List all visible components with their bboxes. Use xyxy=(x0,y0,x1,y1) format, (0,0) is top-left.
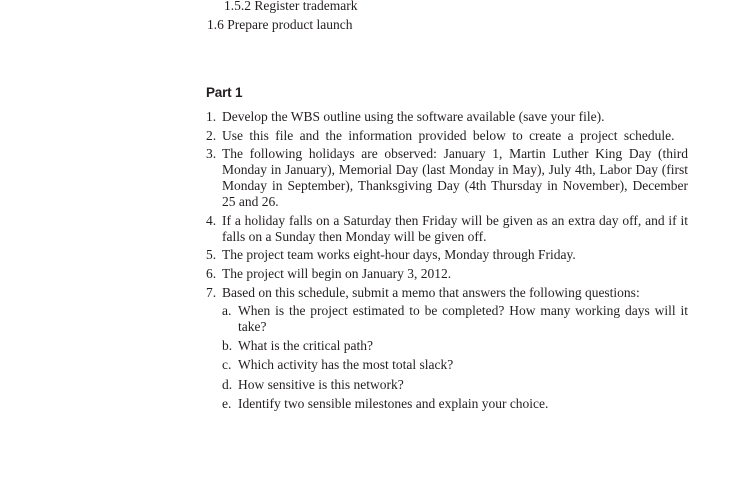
item-text: The project team works eight-hour days, Monday through Friday. xyxy=(222,247,576,263)
sublist-item xyxy=(222,338,688,354)
question-sublist xyxy=(222,303,688,413)
list-item xyxy=(206,109,688,125)
item-number: 3. xyxy=(206,146,217,162)
sub-item-letter: b. xyxy=(222,337,233,353)
item-text: Based on this schedule, submit a memo that answers the following questions: xyxy=(222,284,640,300)
sublist-item xyxy=(222,396,688,412)
item-text: The project will begin on January 3, 2012. xyxy=(222,265,452,281)
sub-item-letter: a. xyxy=(222,302,232,318)
item-text: Use this file and the information provided below to create a project schedule. xyxy=(222,127,675,143)
item-number: 4. xyxy=(206,212,217,228)
sublist-item xyxy=(222,357,688,373)
part-heading: Part 1 xyxy=(206,85,243,100)
outline-line-1-6: 1.6 Prepare product launch xyxy=(207,17,353,32)
sub-item-text: Identify two sensible milestones and explain your choice. xyxy=(238,396,549,412)
sublist-item xyxy=(222,377,688,393)
outline-line-1-5-2: 1.5.2 Register trademark xyxy=(224,0,358,13)
sub-item-letter: e. xyxy=(222,396,232,412)
sub-item-text: What is the critical path? xyxy=(238,337,373,353)
list-item xyxy=(206,128,688,144)
item-number: 6. xyxy=(206,265,217,281)
instruction-list xyxy=(206,109,688,416)
sub-item-letter: d. xyxy=(222,376,233,392)
list-item xyxy=(206,247,688,263)
sub-item-letter: c. xyxy=(222,357,232,373)
sub-item-text: Which activity has the most total slack? xyxy=(238,357,454,373)
sub-item-text: When is the project estimated to be completed? How many working days will it take? xyxy=(238,302,688,334)
list-item xyxy=(206,213,688,245)
list-item xyxy=(206,266,688,282)
item-text: Develop the WBS outline using the software available (save your file). xyxy=(222,109,605,124)
item-number: 5. xyxy=(206,247,217,263)
item-number: 1. xyxy=(206,109,217,124)
item-text: The following holidays are observed: January 1, Martin Luther King Day (third Monday in January), Memorial Day (last Monday in May), July 4th, Labor Day (first Monday in September), Thanksgiving Day (4th Thursday in November), December 25 and 26. xyxy=(222,146,688,210)
item-number: 7. xyxy=(206,284,217,300)
list-item xyxy=(206,285,688,413)
sub-item-text: How sensitive is this network? xyxy=(238,376,404,392)
item-number: 2. xyxy=(206,127,217,143)
item-text: If a holiday falls on a Saturday then Friday will be given as an extra day off, and if it falls on a Sunday then Monday will be given off. xyxy=(222,212,688,244)
list-item xyxy=(206,146,688,210)
sublist-item xyxy=(222,303,688,335)
